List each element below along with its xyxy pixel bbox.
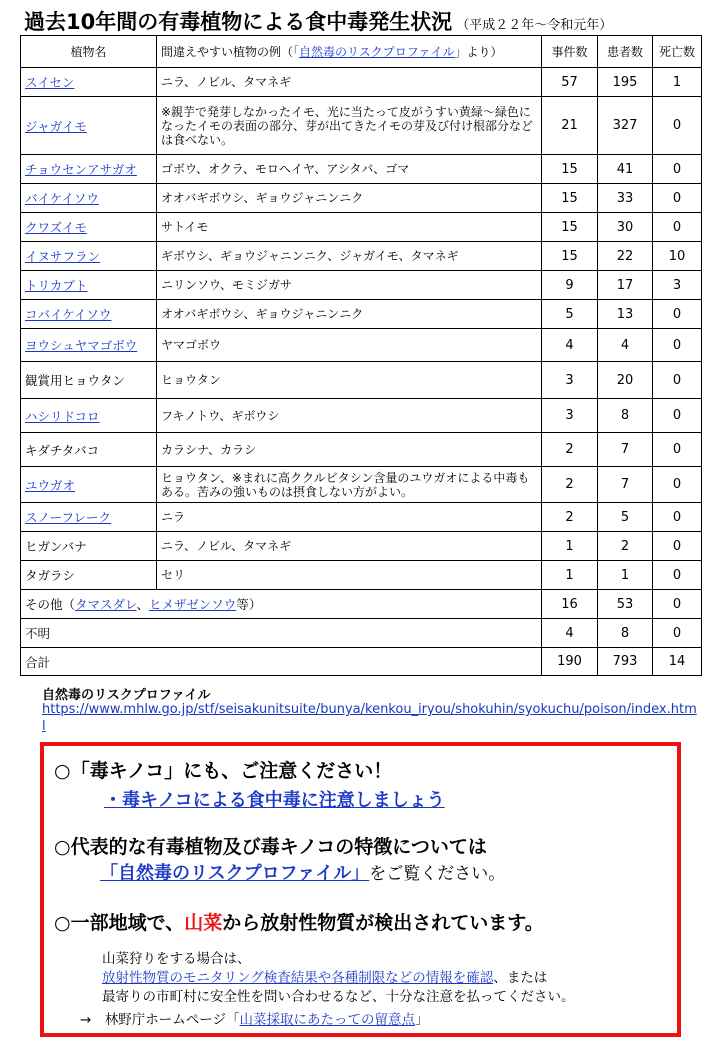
- cell-examples: ヒョウタン、※まれに高ククルビタシン含量のユウガオによる中毒もある。苦みの強いものは摂食しない方がよい。: [157, 467, 542, 503]
- wild-vegetable-notes-link[interactable]: 山菜採取にあたっての留意点: [239, 1012, 416, 1028]
- header-confused: 間違えやすい植物の例（「自然毒のリスクプロファイル」より）: [157, 36, 542, 68]
- notice-para-1: 山菜狩りをする場合は、: [102, 951, 251, 967]
- plant-link[interactable]: クワズイモ: [25, 220, 87, 235]
- cell-plant[interactable]: [21, 300, 157, 329]
- table-row-total: [21, 648, 702, 676]
- table-row: [21, 68, 702, 97]
- notice-features-heading: ○代表的な有毒植物及び毒キノコの特徴については: [54, 836, 487, 858]
- table-row: [21, 433, 702, 467]
- plant-link[interactable]: ジャガイモ: [25, 118, 87, 134]
- risk-profile-link-2[interactable]: 自然毒のリスクプロファイル: [118, 863, 352, 884]
- notice-features-line: 「自然毒のリスクプロファイル」をご覧ください。: [100, 863, 506, 884]
- plant-link[interactable]: バイケイソウ: [25, 191, 99, 206]
- mushroom-poisoning-link[interactable]: ・毒キノコによる食中毒に注意しましょう: [104, 790, 445, 811]
- plant-link[interactable]: コバイケイソウ: [25, 307, 112, 322]
- cell-cases: 4: [542, 619, 598, 648]
- cell-deaths: 0: [653, 300, 702, 329]
- cell-patients: 327: [598, 97, 653, 155]
- cell-patients: 1: [598, 561, 653, 590]
- table-row-other: [21, 590, 702, 619]
- plant-link[interactable]: ヨウシュヤマゴボウ: [25, 338, 138, 353]
- table-row: [21, 329, 702, 362]
- cell-examples: ヤマゴボウ: [157, 329, 542, 362]
- plant-link[interactable]: イヌサフラン: [25, 249, 101, 264]
- cell-patients: 7: [598, 433, 653, 467]
- title-main: 過去10年間の有毒植物による食中毒発生状況: [24, 10, 453, 34]
- table-row: [21, 300, 702, 329]
- plant-link-tamasudare[interactable]: タマスダレ: [75, 597, 137, 612]
- header-cases: 事件数: [542, 36, 598, 68]
- cell-examples: ニラ、ノビル、タマネギ: [157, 532, 542, 561]
- table-row: [21, 155, 702, 184]
- cell-deaths: 14: [653, 648, 702, 676]
- cell-patients: 195: [598, 68, 653, 97]
- notice-box: [40, 742, 681, 1037]
- notice-para-2: 放射性物質のモニタリング検査結果や各種制限などの情報を確認、または: [102, 970, 548, 986]
- cell-plant: ヒガンバナ: [21, 532, 157, 561]
- risk-profile-url[interactable]: https://www.mhlw.go.jp/stf/seisakunitsuite/bunya/kenkou_iryou/shokuhin/syokuchu/poison/index.html: [42, 702, 697, 734]
- cell-cases: 190: [542, 648, 598, 676]
- cell-plant[interactable]: [21, 213, 157, 242]
- arrow-icon: →: [80, 1012, 92, 1028]
- cell-patients: 793: [598, 648, 653, 676]
- cell-deaths: 0: [653, 532, 702, 561]
- cell-plant: タガラシ: [21, 561, 157, 590]
- cell-examples: ニラ、ノビル、タマネギ: [157, 68, 542, 97]
- cell-plant[interactable]: [21, 242, 157, 271]
- cell-cases: 3: [542, 362, 598, 399]
- plant-link-himezazensou[interactable]: ヒメザゼンソウ: [149, 597, 237, 612]
- poisoning-table: [20, 35, 702, 676]
- notice-mushroom-heading: ○「毒キノコ」にも、ご注意ください！: [54, 760, 393, 782]
- cell-deaths: 0: [653, 329, 702, 362]
- cell-examples: フキノトウ、ギボウシ: [157, 399, 542, 433]
- cell-plant[interactable]: [21, 399, 157, 433]
- plant-link[interactable]: ハシリドコロ: [25, 408, 100, 424]
- table-row-unknown: [21, 619, 702, 648]
- cell-examples: ヒョウタン: [157, 362, 542, 399]
- cell-plant[interactable]: [21, 68, 157, 97]
- table-row: [21, 532, 702, 561]
- cell-deaths: 0: [653, 97, 702, 155]
- cell-deaths: 0: [653, 590, 702, 619]
- table-row: [21, 242, 702, 271]
- cell-deaths: 10: [653, 242, 702, 271]
- table-row: [21, 184, 702, 213]
- cell-patients: 8: [598, 399, 653, 433]
- cell-examples: ※親芋で発芽しなかったイモ、光に当たって皮がうすい黄緑～緑色になったイモの表面の部分、芽が出てきたイモの芽及び付け根部分などは食べない。: [157, 97, 542, 155]
- monitoring-results-link[interactable]: 放射性物質のモニタリング検査結果や各種制限などの情報を確認: [102, 970, 494, 986]
- risk-profile-title: 自然毒のリスクプロファイル: [42, 688, 211, 703]
- cell-plant[interactable]: [21, 467, 157, 503]
- cell-deaths: 0: [653, 155, 702, 184]
- cell-deaths: 0: [653, 399, 702, 433]
- cell-patients: 7: [598, 467, 653, 503]
- cell-cases: 2: [542, 503, 598, 532]
- cell-plant[interactable]: [21, 155, 157, 184]
- cell-examples: サトイモ: [157, 213, 542, 242]
- cell-plant[interactable]: [21, 97, 157, 155]
- cell-cases: 4: [542, 329, 598, 362]
- cell-plant[interactable]: [21, 503, 157, 532]
- cell-deaths: 0: [653, 213, 702, 242]
- table-row: [21, 213, 702, 242]
- cell-cases: 57: [542, 68, 598, 97]
- table-row: [21, 503, 702, 532]
- cell-patients: 13: [598, 300, 653, 329]
- cell-examples: オオバギボウシ、ギョウジャニンニク: [157, 184, 542, 213]
- cell-examples: ゴボウ、オクラ、モロヘイヤ、アシタバ、ゴマ: [157, 155, 542, 184]
- title-period: （平成２２年～令和元年）: [456, 18, 613, 33]
- plant-link[interactable]: ユウガオ: [25, 477, 76, 493]
- notice-para-3: 最寄りの市町村に安全性を問い合わせるなど、十分な注意を払ってください。: [102, 989, 575, 1005]
- header-plant: 植物名: [21, 36, 157, 68]
- table-row: [21, 467, 702, 503]
- cell-plant[interactable]: [21, 329, 157, 362]
- cell-cases: 1: [542, 561, 598, 590]
- cell-cases: 21: [542, 97, 598, 155]
- cell-patients: 17: [598, 271, 653, 300]
- cell-examples: セリ: [157, 561, 542, 590]
- cell-patients: 5: [598, 503, 653, 532]
- cell-patients: 33: [598, 184, 653, 213]
- cell-cases: 16: [542, 590, 598, 619]
- cell-patients: 30: [598, 213, 653, 242]
- cell-deaths: 0: [653, 561, 702, 590]
- cell-plant[interactable]: [21, 184, 157, 213]
- cell-examples: ギボウシ、ギョウジャニンニク、ジャガイモ、タマネギ: [157, 242, 542, 271]
- cell-cases: 15: [542, 155, 598, 184]
- cell-cases: 15: [542, 213, 598, 242]
- header-deaths: 死亡数: [653, 36, 702, 68]
- unknown-label: 不明: [21, 619, 542, 648]
- cell-cases: 9: [542, 271, 598, 300]
- plant-link[interactable]: スノーフレーク: [25, 510, 112, 525]
- cell-examples: ニリンソウ、モミジガサ: [157, 271, 542, 300]
- cell-deaths: 0: [653, 467, 702, 503]
- plant-link[interactable]: トリカブト: [25, 278, 88, 293]
- other-label: その他（タマスダレ、ヒメザゼンソウ等）: [21, 590, 542, 619]
- notice-forestry-line: → 林野庁ホームページ「山菜採取にあたっての留意点」: [80, 1012, 429, 1028]
- cell-cases: 5: [542, 300, 598, 329]
- cell-plant: キダチタバコ: [21, 433, 157, 467]
- page-title: [24, 6, 612, 34]
- cell-deaths: 0: [653, 184, 702, 213]
- cell-deaths: 3: [653, 271, 702, 300]
- cell-examples: ニラ: [157, 503, 542, 532]
- cell-patients: 8: [598, 619, 653, 648]
- plant-link[interactable]: スイセン: [25, 75, 75, 90]
- plant-link[interactable]: チョウセンアサガオ: [25, 162, 137, 177]
- cell-cases: 2: [542, 467, 598, 503]
- cell-cases: 3: [542, 399, 598, 433]
- cell-plant[interactable]: [21, 271, 157, 300]
- table-row: [21, 399, 702, 433]
- cell-cases: 1: [542, 532, 598, 561]
- cell-deaths: 0: [653, 433, 702, 467]
- cell-deaths: 0: [653, 503, 702, 532]
- risk-profile-link[interactable]: 自然毒のリスクプロファイル: [299, 45, 455, 59]
- table-row: [21, 97, 702, 155]
- table-row: [21, 561, 702, 590]
- table-row: [21, 271, 702, 300]
- header-patients: 患者数: [598, 36, 653, 68]
- cell-patients: 4: [598, 329, 653, 362]
- cell-deaths: 0: [653, 619, 702, 648]
- cell-patients: 22: [598, 242, 653, 271]
- cell-deaths: 1: [653, 68, 702, 97]
- cell-examples: カラシナ、カラシ: [157, 433, 542, 467]
- cell-patients: 20: [598, 362, 653, 399]
- cell-plant: 観賞用ヒョウタン: [21, 362, 157, 399]
- cell-patients: 2: [598, 532, 653, 561]
- cell-patients: 41: [598, 155, 653, 184]
- table-row: [21, 362, 702, 399]
- table-header-row: [21, 36, 702, 68]
- cell-patients: 53: [598, 590, 653, 619]
- cell-cases: 15: [542, 184, 598, 213]
- cell-deaths: 0: [653, 362, 702, 399]
- total-label: 合計: [21, 648, 542, 676]
- cell-cases: 15: [542, 242, 598, 271]
- cell-examples: オオバギボウシ、ギョウジャニンニク: [157, 300, 542, 329]
- cell-cases: 2: [542, 433, 598, 467]
- notice-radiation-heading: ○一部地域で、山菜から放射性物質が検出されています。: [54, 912, 544, 934]
